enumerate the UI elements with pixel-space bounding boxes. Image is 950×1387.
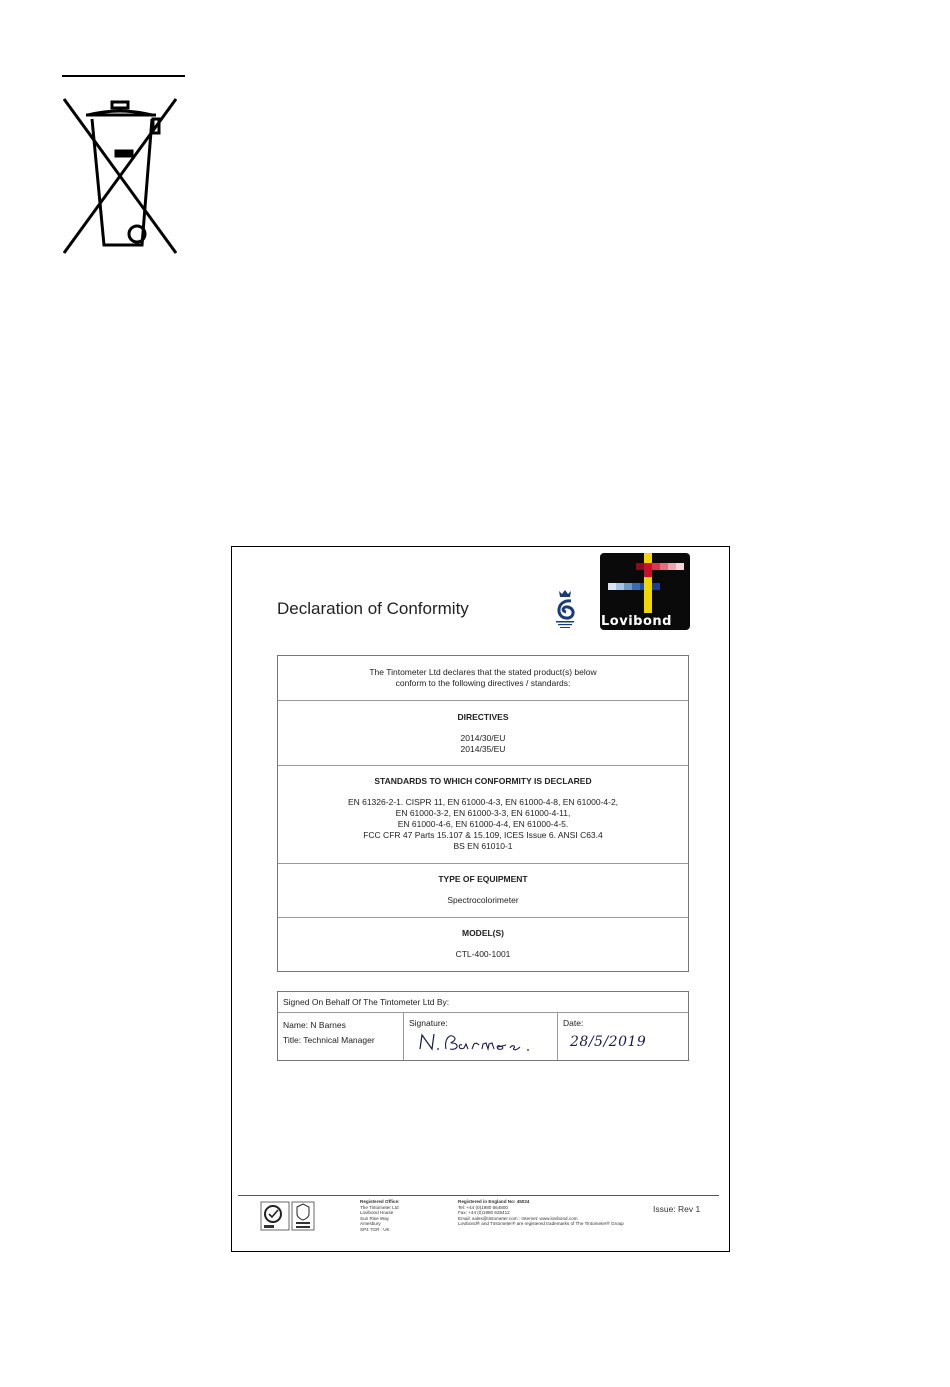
signature-cell bbox=[404, 1013, 558, 1060]
model-value: CTL-400-1001 bbox=[455, 949, 511, 959]
declaration-of-conformity-certificate bbox=[231, 546, 730, 1252]
directive-item: 2014/30/EU bbox=[460, 733, 506, 743]
crossed-out-wheeled-bin-icon bbox=[60, 95, 180, 257]
signature-label: Signature: bbox=[409, 1018, 448, 1028]
registration-line: Fax: +44 (0)1980 625412 bbox=[458, 1210, 510, 1216]
registration-line: Lovibond® and Tintometer® are registered trademarks of The Tintometer® Group bbox=[458, 1221, 624, 1227]
intro-line-2: conform to the following directives / standards: bbox=[395, 678, 571, 688]
equipment-heading: TYPE OF EQUIPMENT bbox=[438, 874, 528, 884]
standards-line: EN 61000-4-6, EN 61000-4-4, EN 61000-4-5. bbox=[397, 819, 569, 829]
footer-rule bbox=[238, 1195, 719, 1196]
signature-row bbox=[278, 1013, 688, 1060]
directives-section bbox=[278, 701, 688, 766]
doc-title: Declaration of Conformity bbox=[277, 599, 469, 618]
queens-award-emblem bbox=[549, 587, 581, 631]
signature-table bbox=[277, 991, 689, 1061]
registered-office bbox=[360, 1199, 400, 1233]
directives-heading: DIRECTIVES bbox=[457, 712, 509, 722]
registration-details bbox=[458, 1199, 624, 1227]
office-line: Lovibond House bbox=[360, 1210, 394, 1216]
registration-heading: Registered in England No: 45024 bbox=[458, 1199, 530, 1204]
standards-line: FCC CFR 47 Parts 15.107 & 15.109, ICES Issue 6. ANSI C63.4 bbox=[363, 830, 603, 840]
standards-heading: STANDARDS TO WHICH CONFORMITY IS DECLARED bbox=[374, 776, 592, 786]
models-section bbox=[278, 918, 688, 971]
standards-line: EN 61000-3-2, EN 61000-3-3, EN 61000-4-11, bbox=[395, 808, 571, 818]
standards-section bbox=[278, 766, 688, 864]
intro-line-1: The Tintometer Ltd declares that the stated product(s) below bbox=[369, 667, 597, 677]
office-line: Amesbury bbox=[360, 1221, 381, 1227]
registered-office-heading: Registered Office: bbox=[360, 1199, 400, 1204]
date-label: Date: bbox=[563, 1018, 584, 1028]
signatory-title: Title: Technical Manager bbox=[283, 1035, 375, 1045]
office-line: The Tintometer Ltd bbox=[360, 1204, 399, 1210]
conformity-table bbox=[277, 655, 689, 972]
equipment-section bbox=[278, 864, 688, 918]
office-line: SP4 7GR : UK bbox=[360, 1226, 390, 1232]
models-heading: MODEL(S) bbox=[461, 928, 505, 938]
registration-line: Email: sales@tintometer.com : Internet: www.lovibond.com bbox=[458, 1215, 578, 1221]
signatory-cell bbox=[278, 1013, 404, 1060]
date-cell bbox=[558, 1013, 688, 1060]
top-rule bbox=[62, 75, 185, 77]
signature-header: Signed On Behalf Of The Tintometer Ltd By: bbox=[278, 992, 688, 1013]
signatory-name: Name: N Barnes bbox=[283, 1020, 346, 1030]
handwritten-signature bbox=[416, 1029, 546, 1055]
brand-logo-text: Lovibond bbox=[601, 614, 672, 629]
equipment-value: Spectrocolorimeter bbox=[447, 895, 519, 905]
intro-section bbox=[278, 656, 688, 701]
date-value: 28/5/2019 bbox=[570, 1034, 647, 1050]
iso-and-ukas-certification-badges bbox=[260, 1201, 316, 1231]
standards-line: EN 61326-2-1. CISPR 11, EN 61000-4-3, EN 61000-4-8, EN 61000-4-2, bbox=[347, 797, 619, 807]
registration-line: Tel: +44 (0)1980 664800 bbox=[458, 1204, 508, 1210]
office-line: Sun Rise Way bbox=[360, 1215, 389, 1221]
signature-text: N.Barnes. bbox=[416, 1029, 421, 1030]
issue-revision: Issue: Rev 1 bbox=[653, 1204, 701, 1214]
directive-item: 2014/35/EU bbox=[460, 744, 506, 754]
standards-line: BS EN 61010-1 bbox=[453, 841, 513, 851]
